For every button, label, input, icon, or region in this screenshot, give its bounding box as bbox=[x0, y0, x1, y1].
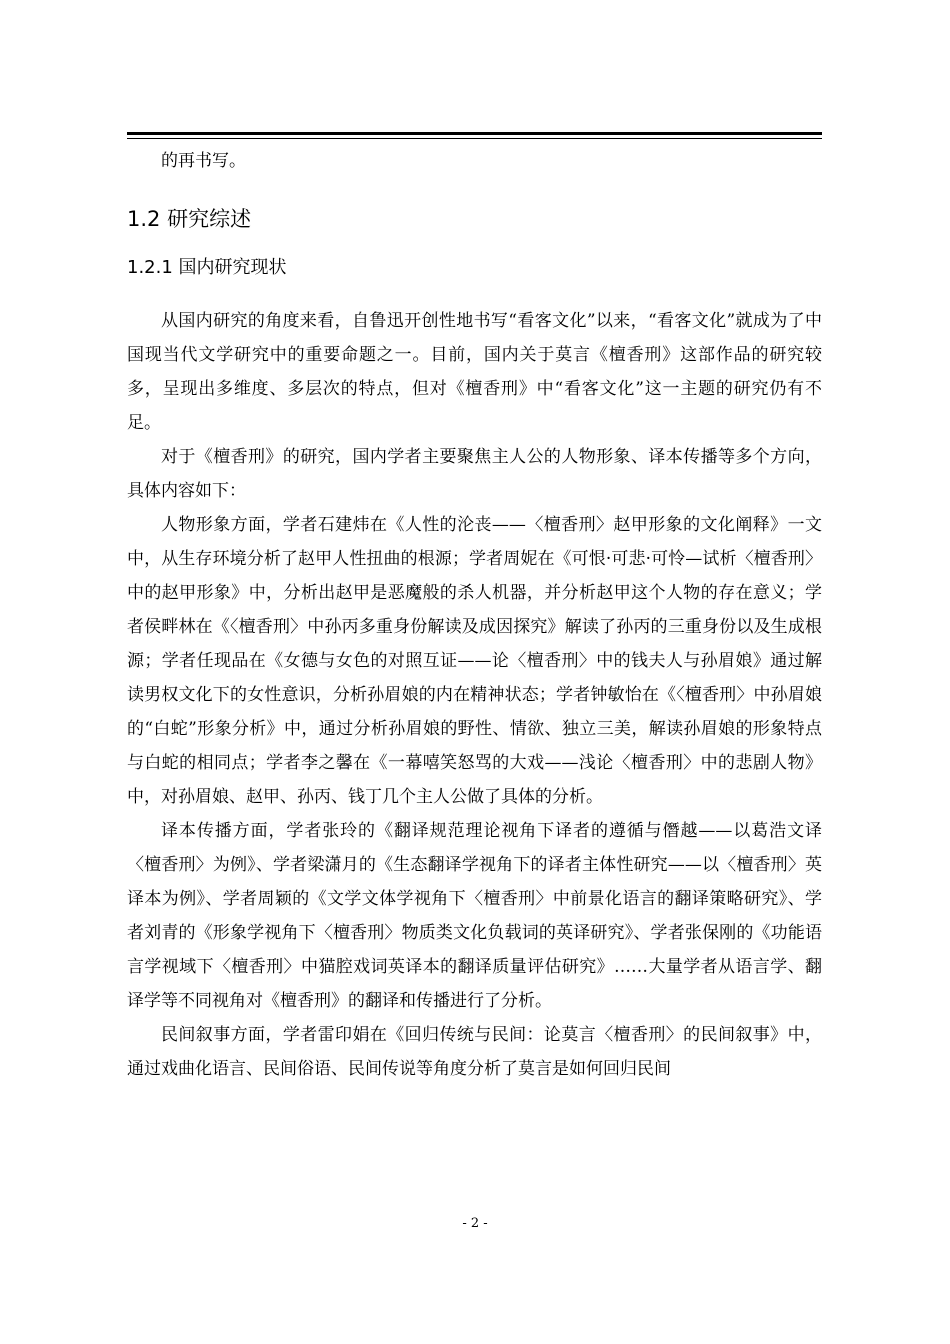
paragraph: 对于《檀香刑》的研究，国内学者主要聚焦主人公的人物形象、译本传播等多个方向，具体内容如下： bbox=[127, 447, 822, 501]
paragraph: 民间叙事方面，学者雷印娟在《回归传统与民间：论莫言〈檀香刑〉的民间叙事》中，通过戏曲化语言、民间俗语、民间传说等角度分析了莫言是如何回归民间 bbox=[127, 1025, 822, 1079]
subsection-heading: 1.2.1 国内研究现状 bbox=[127, 257, 287, 278]
header-rule-thin bbox=[127, 138, 822, 139]
page-body bbox=[127, 142, 822, 1086]
header-rule-thick bbox=[127, 132, 822, 135]
paragraph: 人物形象方面，学者石建炜在《人性的沦丧——〈檀香刑〉赵甲形象的文化阐释》一文中，从生存环境分析了赵甲人性扭曲的根源；学者周妮在《可恨·可悲·可怜—试析〈檀香刑〉中的赵甲形象》中，分析出赵甲是恶魔般的杀人机器，并分析赵甲这个人物的存在意义；学者侯畔林在《〈檀香刑〉中孙丙多重身份解读及成因探究》解读了孙丙的三重身份以及生成根源；学者任现品在《女德与女色的对照互证——论〈檀香刑〉中的钱夫人与孙眉娘》通过解读男权文化下的女性意识，分析孙眉娘的内在精神状态；学者钟敏怡在《〈檀香刑〉中孙眉娘的“白蛇”形象分析》中，通过分析孙眉娘的野性、情欲、独立三美，解读孙眉娘的形象特点与白蛇的相同点；学者李之馨在《一幕嘻笑怒骂的大戏——浅论〈檀香刑〉中的悲剧人物》中，对孙眉娘、赵甲、孙丙、钱丁几个主人公做了具体的分析。 bbox=[127, 515, 822, 807]
section-heading: 1.2 研究综述 bbox=[127, 207, 252, 231]
page-number: - 2 - bbox=[462, 1216, 488, 1231]
paragraph: 从国内研究的角度来看，自鲁迅开创性地书写“看客文化”以来，“看客文化”就成为了中国现当代文学研究中的重要命题之一。目前，国内关于莫言《檀香刑》这部作品的研究较多，呈现出多维度、多层次的特点，但对《檀香刑》中“看客文化”这一主题的研究仍有不足。 bbox=[127, 311, 822, 433]
paragraph: 译本传播方面，学者张玲的《翻译规范理论视角下译者的遵循与僭越——以葛浩文译〈檀香刑〉为例》、学者梁潇月的《生态翻译学视角下的译者主体性研究——以〈檀香刑〉英译本为例》、学者周颖的《文学文体学视角下〈檀香刑〉中前景化语言的翻译策略研究》、学者刘青的《形象学视角下〈檀香刑〉物质类文化负载词的英译研究》、学者张保刚的《功能语言学视域下〈檀香刑〉中猫腔戏词英译本的翻译质量评估研究》……大量学者从语言学、翻译学等不同视角对《檀香刑》的翻译和传播进行了分析。 bbox=[127, 821, 822, 1011]
continuation-text: 的再书写。 bbox=[161, 151, 246, 171]
